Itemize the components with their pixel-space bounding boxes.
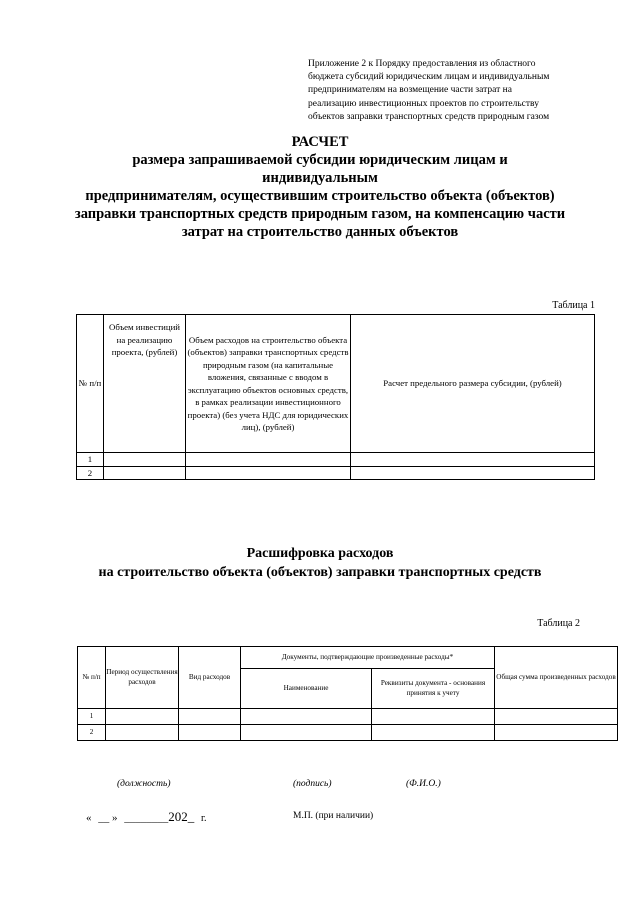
title-line: РАСЧЕТ: [291, 134, 349, 150]
table-cell[interactable]: 2: [78, 725, 106, 741]
calculation-table: [76, 314, 595, 480]
fio-caption: (Ф.И.О.): [406, 779, 441, 789]
header-cell: Объем расходов на строительство объекта (объектов) заправки транспортных средств природным газом (на капитальные вложения, связанные с вводом в эксплуатацию объектов основных средств, в рамках реализации инвестиционного проекта) (без учета НДС для юридических лиц), (рублей): [186, 315, 351, 453]
document-title: [40, 133, 600, 241]
table-cell[interactable]: [186, 466, 351, 480]
date-line: [86, 809, 206, 825]
table1-label: Таблица 1: [552, 300, 595, 311]
table-cell[interactable]: [104, 453, 186, 467]
table-cell[interactable]: [179, 725, 241, 741]
stamp-note: М.П. (при наличии): [293, 811, 374, 821]
title-line: заправки транспортных средств природным газом, на компенсацию части: [74, 206, 566, 222]
year-suffix: г.: [201, 813, 207, 824]
appendix-line: предпринимателям на возмещение части затрат на: [308, 85, 512, 96]
breakdown-title: [40, 544, 600, 582]
header-cell: Документы, подтверждающие произведенные расходы*: [241, 647, 495, 669]
table-cell[interactable]: [186, 453, 351, 467]
table-header-row: [78, 647, 618, 669]
table-cell[interactable]: [495, 709, 618, 725]
expenses-table: [77, 646, 618, 741]
table-row: [78, 725, 618, 741]
table-cell[interactable]: [372, 725, 495, 741]
header-cell: Реквизиты документа - основания принятия к учету: [372, 669, 495, 709]
appendix-line: Приложение 2 к Порядку предоставления из областного: [308, 59, 536, 69]
close-quote: »: [112, 812, 118, 824]
appendix-line: бюджета субсидий юридическим лицам и индивидуальным: [308, 72, 550, 83]
table-row: [77, 453, 595, 467]
table-cell[interactable]: [351, 453, 595, 467]
header-cell: Период осуществления расходов: [106, 647, 179, 709]
table-cell[interactable]: [106, 709, 179, 725]
month-blank[interactable]: ________: [124, 812, 169, 824]
position-caption: (должность): [117, 779, 171, 789]
appendix-line: реализацию инвестиционных проектов по строительству: [308, 98, 539, 109]
table-cell[interactable]: [372, 709, 495, 725]
header-cell: № п/п: [77, 315, 104, 453]
table-cell[interactable]: [106, 725, 179, 741]
table-cell[interactable]: [351, 466, 595, 480]
table-cell[interactable]: [179, 709, 241, 725]
appendix-line: объектов заправки транспортных средств природным газом: [308, 111, 550, 122]
appendix-note: [308, 58, 598, 124]
header-cell: Расчет предельного размера субсидии, (рублей): [351, 315, 595, 453]
year-field[interactable]: 202_: [168, 809, 195, 824]
header-cell: Общая сумма произведенных расходов: [495, 647, 618, 709]
title-line: размера запрашиваемой субсидии юридическим лицам и: [132, 152, 508, 168]
table2-label: Таблица 2: [537, 618, 580, 629]
day-blank[interactable]: __: [98, 812, 110, 824]
table-cell[interactable]: 1: [77, 453, 104, 467]
header-cell: Вид расходов: [179, 647, 241, 709]
table-row: [77, 466, 595, 480]
header-cell: № п/п: [78, 647, 106, 709]
signature-caption: (подпись): [293, 779, 332, 789]
table-cell[interactable]: [104, 466, 186, 480]
table-cell[interactable]: [241, 725, 372, 741]
title-line: Расшифровка расходов: [246, 546, 394, 561]
title-line: индивидуальным: [262, 170, 378, 186]
title-line: предпринимателям, осуществившим строительство объекта (объектов): [85, 188, 555, 204]
table-cell[interactable]: [241, 709, 372, 725]
table-cell[interactable]: 1: [78, 709, 106, 725]
table-cell[interactable]: 2: [77, 466, 104, 480]
table-cell[interactable]: [495, 725, 618, 741]
table-row: [78, 709, 618, 725]
title-line: затрат на строительство данных объектов: [181, 224, 459, 240]
title-line: на строительство объекта (объектов) заправки транспортных средств: [98, 565, 542, 580]
table-header-row: [77, 315, 595, 453]
header-cell: Наименование: [241, 669, 372, 709]
open-quote: «: [86, 812, 92, 824]
header-cell: Объем инвестиций на реализацию проекта, (рублей): [104, 315, 186, 453]
